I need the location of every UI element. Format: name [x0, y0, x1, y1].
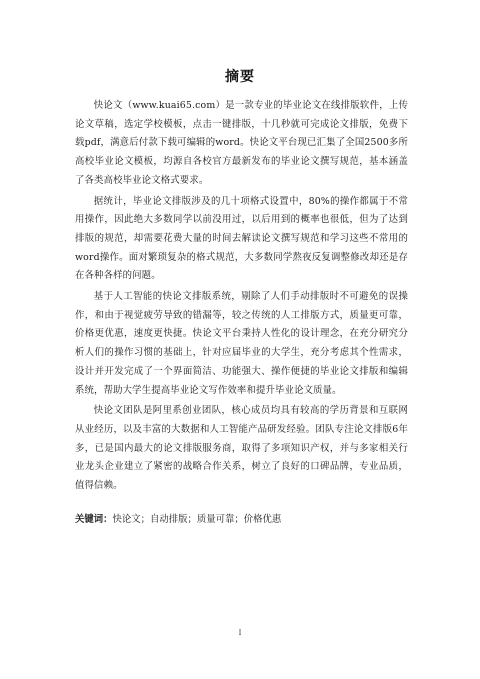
abstract-paragraph-3: 基于人工智能的快论文排版系统，剔除了人们手动排版时不可避免的误操作，和由于视觉疲劳导致的错漏等，较之传统的人工排版方式，质量更可靠，价格更优惠，速度更快捷。快论文平台秉持人性化的设计理念，在充分研究分析人们的操作习惯的基础上，针对应届毕业的大学生，充分考虑其个性需求，设计并开发完成了一个界面简洁、功能强大、操作便捷的毕业论文排版和编辑系统，帮助大学生提高毕业论文写作效率和提升毕业论文质量。 [75, 291, 408, 396]
abstract-paragraph-2: 据统计，毕业论文排版涉及的几十项格式设置中，80%的操作都属于不常用操作，因此绝大多数同学以前没用过，以后用到的概率也很低，但为了达到排版的规范，却需要花费大量的时间去解读论文撰写规范和学习这些不常用的word操作。面对繁琐复杂的格式规范，大多数同学熬夜反复调整修改却还是存在各种各样的问题。 [75, 195, 408, 282]
abstract-title: 摘要 [225, 69, 255, 85]
keywords-label: 关键词： [75, 514, 113, 525]
abstract-paragraph-1: 快论文（www.kuai65.com）是一款专业的毕业论文在线排版软件，上传论文草稿，选定学校模板，点击一键排版，十几秒就可完成论文排版，免费下载pdf，满意后付款下载可编辑的word。快论文平台现已汇集了全国2500多所高校毕业论文模板，均源自各校官方最新发布的毕业论文撰写规范，基本涵盖了各类高校毕业论文格式要求。 [75, 100, 408, 186]
page-number: I [238, 629, 242, 637]
keywords-line [75, 512, 415, 528]
abstract-body [75, 97, 408, 498]
abstract-paragraph-4: 快论文团队是阿里系创业团队，核心成员均具有较高的学历背景和互联网从业经历，以及丰富的大数据和人工智能产品研发经验。团队专注论文排版6年多，已是国内最大的论文排版服务商，取得了多项知识产权，并与多家相关行业龙头企业建立了紧密的战略合作关系，树立了良好的口碑品牌，专业品质，值得信赖。 [75, 405, 408, 492]
keywords-text: 快论文；自动排版；质量可靠；价格优惠 [112, 514, 282, 525]
